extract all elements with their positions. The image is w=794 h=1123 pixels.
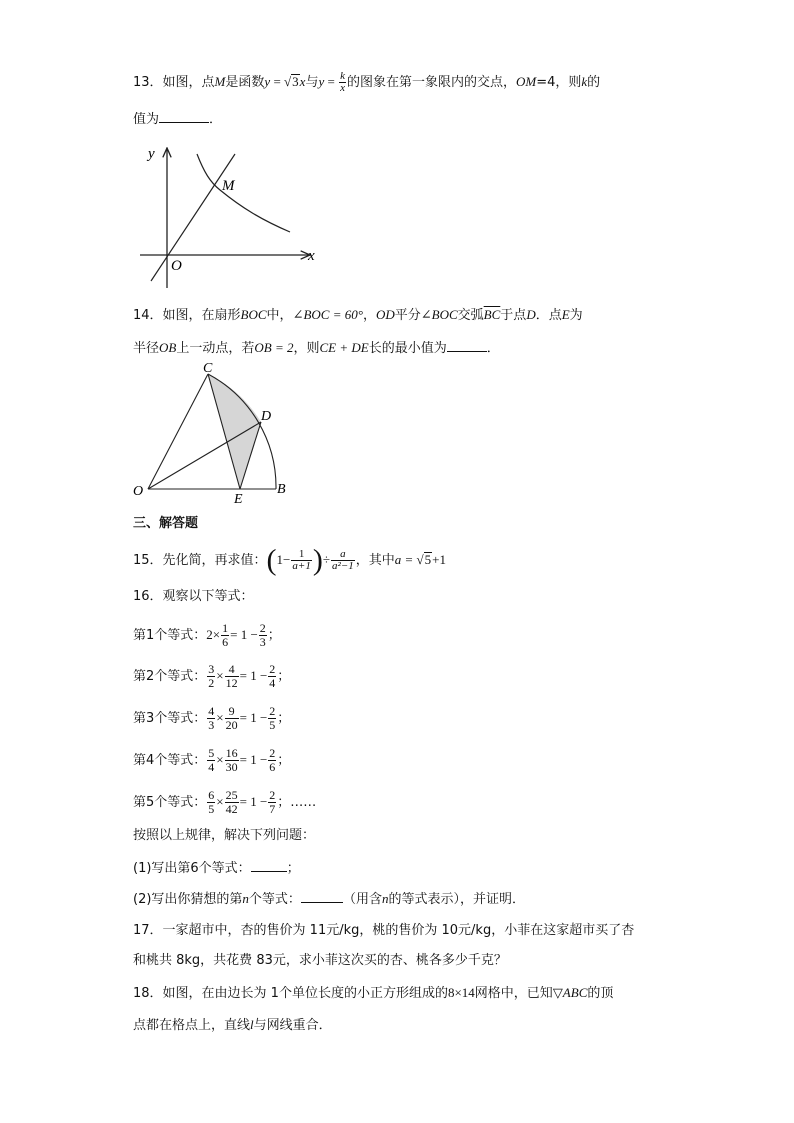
label-O: O xyxy=(133,484,144,499)
section-heading: 三、解答题 xyxy=(133,516,199,531)
equation-line: 第5个等式： $\frac{6}{5}$ × $\frac{25}{42}$ = 1 − $\frac{2}{7}$ ；…… xyxy=(133,788,317,816)
label-D: D xyxy=(261,409,272,424)
answer-blank xyxy=(301,888,343,903)
equation-line: 第2个等式： $\frac{3}{2}$ × $\frac{4}{12}$ = 1 − $\frac{2}{4}$ ； xyxy=(133,662,291,690)
q13-graph xyxy=(130,140,330,290)
equation-label: 第4个等式： xyxy=(133,753,207,768)
q17-line2: 和桃共 8kg，共花费 83元，求小菲这次买的杏、桃各多少千克？ xyxy=(133,953,507,968)
q16-part2: (2)写出你猜想的第n个等式： （用含n的等式表示），并证明． xyxy=(133,888,525,910)
line-y-sqrt3x xyxy=(151,154,235,281)
q14-line2: 半径OB上一动点，若OB = 2，则CE + DE长的最小值为 ． xyxy=(133,337,500,359)
label-B: B xyxy=(277,482,286,497)
equation-line: 第4个等式： $\frac{5}{4}$ × $\frac{16}{30}$ = 1 − $\frac{2}{6}$ ； xyxy=(133,746,291,774)
answer-blank xyxy=(251,857,287,872)
q13-line2: 值为 ． xyxy=(133,108,222,130)
q16-part1: (1)写出第6个等式： ； xyxy=(133,857,300,879)
q18-line2: 点都在格点上，直线l与网线重合． xyxy=(133,1017,332,1033)
q14-figure xyxy=(130,362,300,507)
q16-rule: 按照以上规律，解决下列问题： xyxy=(133,828,316,843)
q13-line1: 13．如图，点M是函数y = √3x与y = $\frac{k}{x}$ 的图象在第一象限内的交点，OM=4，则k的 xyxy=(133,70,601,94)
q17-line1: 17．一家超市中，杏的售价为 11元/kg，桃的售价为 10元/kg，小菲在这家超市买了杏 xyxy=(133,923,635,938)
equation-label: 第2个等式： xyxy=(133,669,207,684)
q16-intro: 16．观察以下等式： xyxy=(133,589,254,604)
q15-line: 15．先化简，再求值：(1− $\frac{1}{a+1}$ )÷ $\frac{a}{\text{a²−1}}$ ，其中a = √5+1 xyxy=(133,543,446,577)
equation-label: 第1个等式： xyxy=(133,628,207,643)
label-y: y xyxy=(148,146,155,162)
label-C: C xyxy=(203,361,213,376)
equation-label: 第5个等式： xyxy=(133,795,207,810)
q18-line1: 18．如图，在由边长为 1个单位长度的小正方形组成的8×14网格中，已知▽ABC的顶 xyxy=(133,985,614,1001)
equation-line: 第3个等式： $\frac{4}{3}$ × $\frac{9}{20}$ = 1 − $\frac{2}{5}$ ； xyxy=(133,704,291,732)
label-M: M xyxy=(222,178,235,194)
hyperbola xyxy=(197,154,290,232)
answer-blank xyxy=(159,108,209,123)
label-O: O xyxy=(171,258,182,274)
label-x: x xyxy=(308,248,315,264)
shaded-region xyxy=(208,374,261,489)
answer-blank xyxy=(447,337,487,352)
equation-line: 第1个等式：2× $\frac{1}{6}$ = 1 − $\frac{2}{3}$ ； xyxy=(133,621,281,649)
label-E: E xyxy=(234,492,243,507)
equation-label: 第3个等式： xyxy=(133,711,207,726)
q14-line1: 14．如图，在扇形BOC中，∠BOC = 60°，OD平分∠BOC交弧$\overline{BC}$于点D．点E为 xyxy=(133,307,583,323)
